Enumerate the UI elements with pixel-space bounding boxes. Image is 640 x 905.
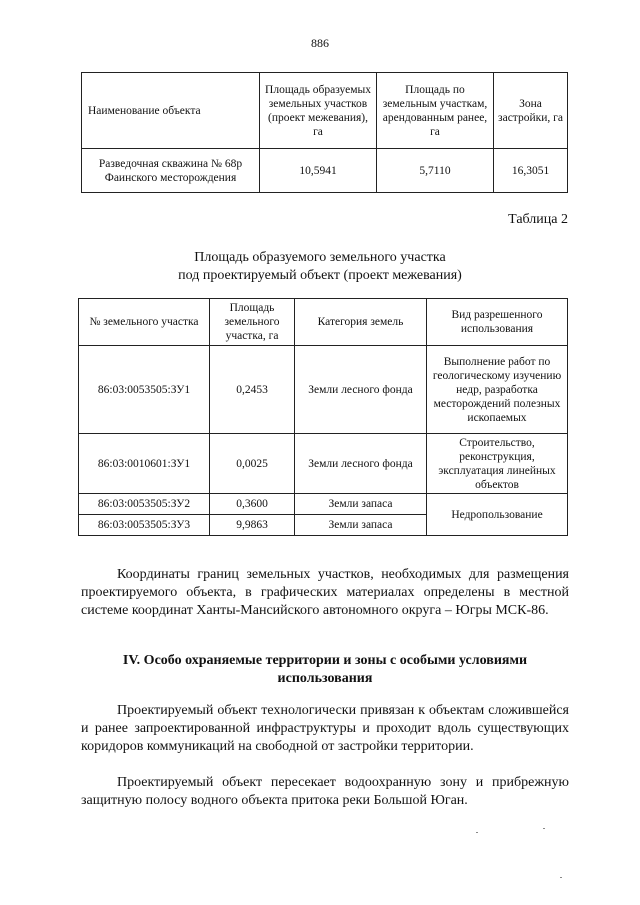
object-area-table: [81, 72, 568, 193]
page-number: 886: [311, 36, 329, 50]
body-paragraph: Проектируемый объект пересекает водоохранную зону и прибрежную защитную полосу водного объекта притока реки Большой Юган.: [81, 775, 569, 808]
table-cell: 86:03:0053505:ЗУ1: [79, 346, 210, 434]
table-cell: 0,3600: [210, 494, 295, 515]
table-cell: 5,7110: [377, 149, 494, 193]
table-cell: Земли лесного фонда: [295, 346, 427, 434]
table-cell: 16,3051: [494, 149, 568, 193]
table-cell: Земли запаса: [295, 515, 427, 536]
table-row: [82, 149, 568, 193]
column-header: Площадь земельного участка, га: [210, 299, 295, 346]
column-header: Площадь образуемых земельных участков (проект межевания), га: [260, 73, 377, 149]
coordinates-paragraph: Координаты границ земельных участков, необходимых для размещения проектируемого объекта, в графических материалах определены в местной системе координат Ханты-Мансийского автономного округа – Югры МСК-86.: [81, 567, 569, 618]
table-header-row: [79, 299, 568, 346]
table-title-line-2: под проектируемый объект (проект межевания): [178, 268, 462, 283]
scan-speck: [543, 828, 545, 829]
table-row: [79, 346, 568, 434]
section-heading-line-2: использования: [277, 671, 373, 686]
table-cell: 86:03:0010601:ЗУ1: [79, 434, 210, 494]
table-row: [79, 494, 568, 515]
table-cell-merged: Недропользование: [427, 494, 568, 536]
table-row: [79, 434, 568, 494]
column-header: Вид разрешенного использования: [427, 299, 568, 346]
scan-speck: [476, 832, 478, 833]
column-header: № земельного участка: [79, 299, 210, 346]
section-heading-line-1: IV. Особо охраняемые территории и зоны с особыми условиями: [122, 653, 528, 668]
table-cell: 86:03:0053505:ЗУ3: [79, 515, 210, 536]
table-cell: 0,2453: [210, 346, 295, 434]
table-cell: Разведочная скважина № 68р Фаинского месторождения: [82, 149, 260, 193]
table-cell: 10,5941: [260, 149, 377, 193]
table-cell: 9,9863: [210, 515, 295, 536]
table-cell: Выполнение работ по геологическому изучению недр, разработка месторождений полезных ископаемых: [427, 346, 568, 434]
scan-speck: [560, 877, 562, 878]
body-paragraph: Проектируемый объект технологически привязан к объектам сложившейся и ранее запроектированной инфраструктуры и проходит вдоль существующих коридоров коммуникаций на свободной от застройки территории.: [81, 703, 569, 754]
column-header: Наименование объекта: [82, 73, 260, 149]
table-label: Таблица 2: [508, 212, 568, 227]
land-plot-table: [78, 298, 568, 536]
column-header: Площадь по земельным участкам, арендованным ранее, га: [377, 73, 494, 149]
table-cell: 86:03:0053505:ЗУ2: [79, 494, 210, 515]
table-cell: Земли запаса: [295, 494, 427, 515]
table-cell: 0,0025: [210, 434, 295, 494]
table-cell: Земли лесного фонда: [295, 434, 427, 494]
table-title-line-1: Площадь образуемого земельного участка: [194, 250, 446, 265]
table-cell: Строительство, реконструкция, эксплуатация линейных объектов: [427, 434, 568, 494]
table-header-row: [82, 73, 568, 149]
column-header: Категория земель: [295, 299, 427, 346]
column-header: Зона застройки, га: [494, 73, 568, 149]
